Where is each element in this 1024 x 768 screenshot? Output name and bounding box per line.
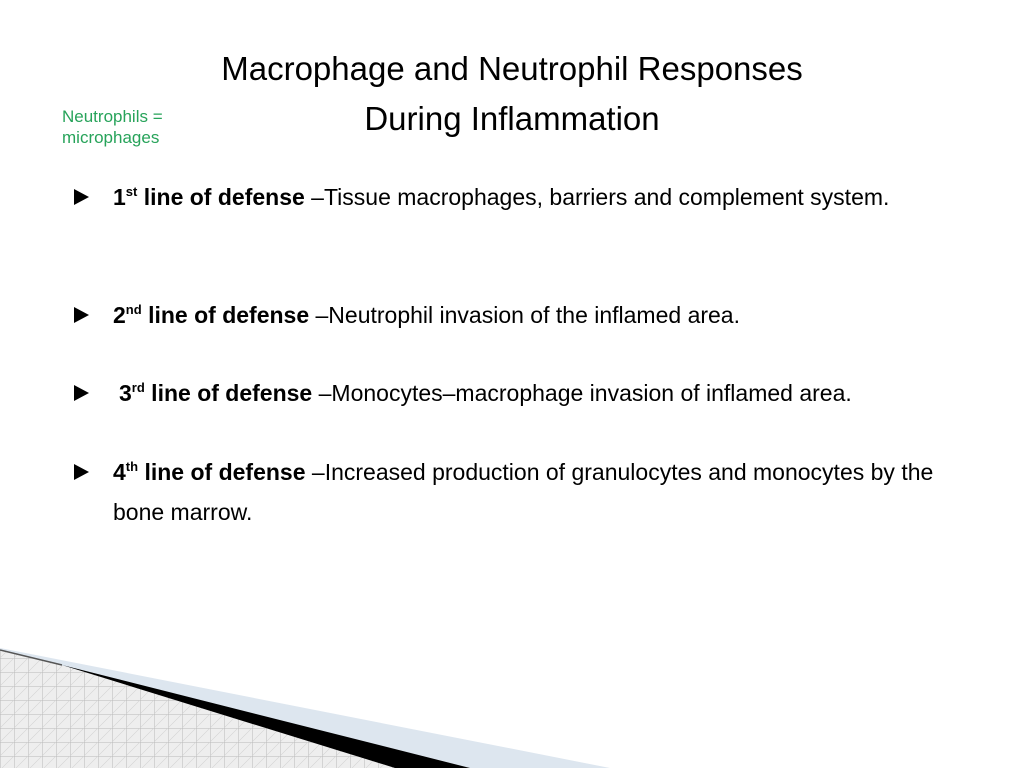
bullet-description: –Increased production of granulocytes and monocytes by the bone marrow. — [113, 459, 934, 525]
side-note-line-2: microphages — [62, 128, 160, 147]
bullet-suffix: st — [125, 184, 138, 199]
bullet-suffix: nd — [125, 302, 142, 317]
bullet-suffix: rd — [131, 380, 145, 395]
bullet-description: –Monocytes–macrophage invasion of inflamed area. — [312, 380, 852, 406]
title-line-1: Macrophage and Neutrophil Responses — [221, 50, 803, 87]
bullet-number: 3 — [119, 380, 132, 406]
bullet-label: line of defense — [137, 184, 305, 210]
title-line-2: During Inflammation — [364, 100, 660, 137]
bullet-label: line of defense — [144, 380, 313, 406]
bullet-number: 1 — [113, 184, 126, 210]
bullet-label: line of defense — [141, 302, 310, 328]
bullet-label: line of defense — [138, 459, 306, 485]
bullet-suffix: th — [125, 459, 139, 474]
bullet-number: 2 — [113, 302, 126, 328]
bullet-number: 4 — [113, 459, 126, 485]
bullet-description: –Tissue macrophages, barriers and complement system. — [304, 184, 890, 210]
bullet-description: –Neutrophil invasion of the inflamed area. — [309, 302, 740, 328]
side-note-line-1: Neutrophils = — [62, 107, 163, 126]
